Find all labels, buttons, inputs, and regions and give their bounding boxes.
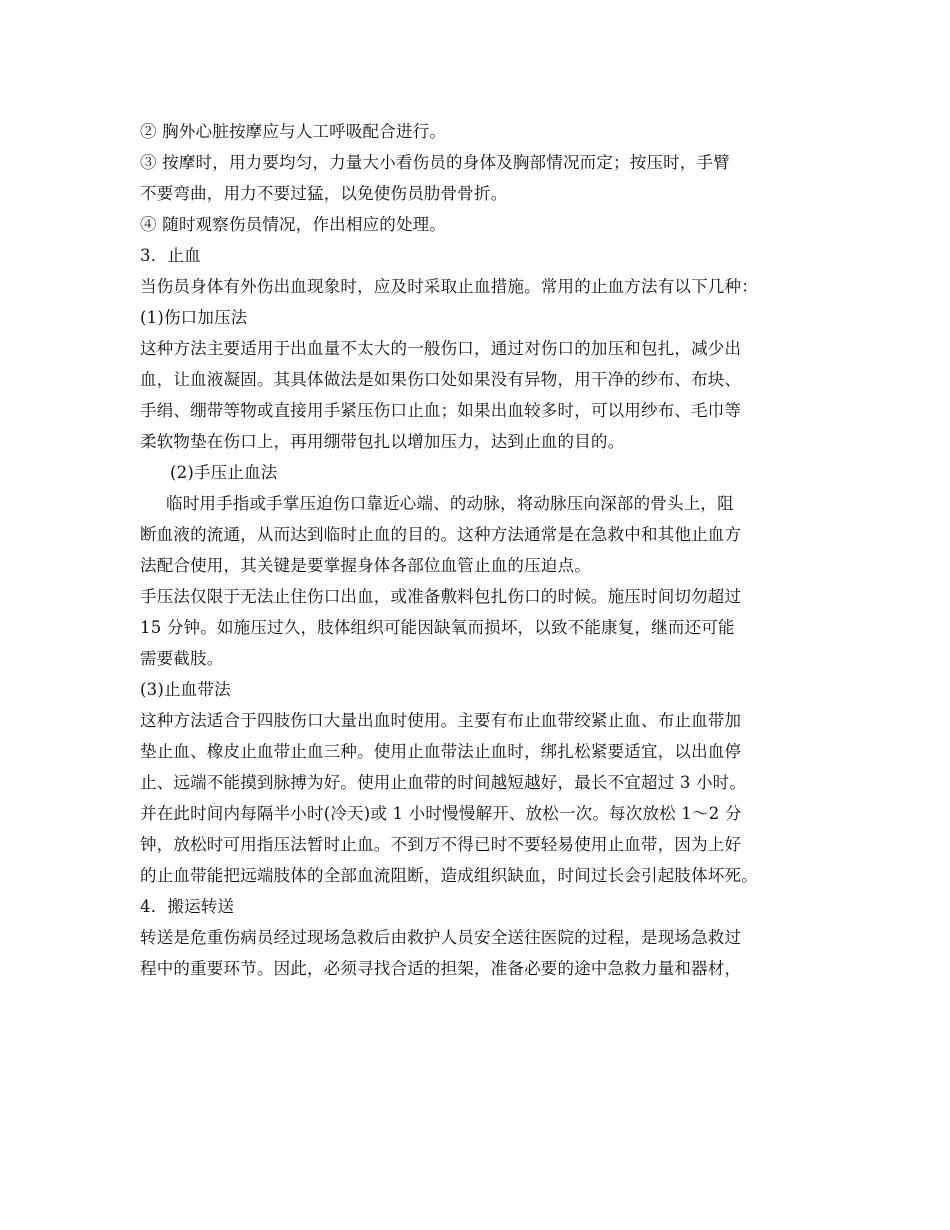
paragraph-line: 不要弯曲，用力不要过猛，以免使伤员肋骨骨折。 <box>140 184 508 203</box>
subheading-hand-pressure: (2)手压止血法 <box>170 463 278 482</box>
subheading-wound-pressure: (1)伤口加压法 <box>140 308 248 327</box>
paragraph-line: 垫止血、橡皮止血带止血三种。使用止血带法止血时，绑扎松紧要适宜，以出血停 <box>140 742 742 761</box>
paragraph-line: 并在此时间内每隔半小时(冷天)或 1 小时慢慢解开、放松一次。每次放松 1～2 分 <box>140 804 742 823</box>
paragraph-line: 手压法仅限于无法止住伤口出血，或准备敷料包扎伤口的时候。施压时间切勿超过 <box>140 587 742 606</box>
section-heading-transport: 4．搬运转送 <box>140 897 235 916</box>
paragraph-line: 这种方法适合于四肢伤口大量出血时使用。主要有布止血带绞紧止血、布止血带加 <box>140 711 742 730</box>
list-item-chest-compression-with-breathing: ② 胸外心脏按摩应与人工呼吸配合进行。 <box>140 122 447 141</box>
paragraph-line: 血，让血液凝固。其具体做法是如果伤口处如果没有异物，用干净的纱布、布块、 <box>140 370 742 389</box>
paragraph-line: 这种方法主要适用于出血量不太大的一般伤口，通过对伤口的加压和包扎，减少出 <box>140 339 742 358</box>
paragraph-line: 手绢、绷带等物或直接用手紧压伤口止血；如果出血较多时，可以用纱布、毛巾等 <box>140 401 742 420</box>
paragraph-line: 临时用手指或手掌压迫伤口靠近心端、的动脉，将动脉压向深部的骨头上，阻 <box>166 494 734 513</box>
document-body <box>140 116 830 984</box>
paragraph-line: 15 分钟。如施压过久，肢体组织可能因缺氧而损坏，以致不能康复，继而还可能 <box>140 618 735 637</box>
paragraph-line: 法配合使用，其关键是要掌握身体各部位血管止血的压迫点。 <box>140 556 591 575</box>
paragraph-line: 需要截肢。 <box>140 649 224 668</box>
paragraph-line: 柔软物垫在伤口上，再用绷带包扎以增加压力，达到止血的目的。 <box>140 432 625 451</box>
paragraph-line: 钟，放松时可用指压法暂时止血。不到万不得已时不要轻易使用止血带，因为上好 <box>140 835 742 854</box>
list-item-compression-force: ③ 按摩时，用力要均匀，力量大小看伤员的身体及胸部情况而定；按压时，手臂 <box>140 153 730 172</box>
paragraph-line: 的止血带能把远端肢体的全部血流阻断，造成组织缺血，时间过长会引起肢体坏死。 <box>140 866 758 885</box>
list-item-observe-patient: ④ 随时观察伤员情况，作出相应的处理。 <box>140 215 447 234</box>
paragraph-line: 程中的重要环节。因此，必须寻找合适的担架，准备必要的途中急救力量和器材， <box>140 959 742 978</box>
paragraph-line: 转送是危重伤病员经过现场急救后由救护人员安全送往医院的过程，是现场急救过 <box>140 928 742 947</box>
paragraph-line: 止、远端不能摸到脉搏为好。使用止血带的时间越短越好，最长不宜超过 3 小时。 <box>140 773 747 792</box>
section-heading-hemostasis: 3．止血 <box>140 246 201 265</box>
paragraph-line: 断血液的流通，从而达到临时止血的目的。这种方法通常是在急救中和其他止血方 <box>140 525 742 544</box>
subheading-tourniquet: (3)止血带法 <box>140 680 231 699</box>
paragraph-line: 当伤员身体有外伤出血现象时，应及时采取止血措施。常用的止血方法有以下几种： <box>140 277 758 296</box>
